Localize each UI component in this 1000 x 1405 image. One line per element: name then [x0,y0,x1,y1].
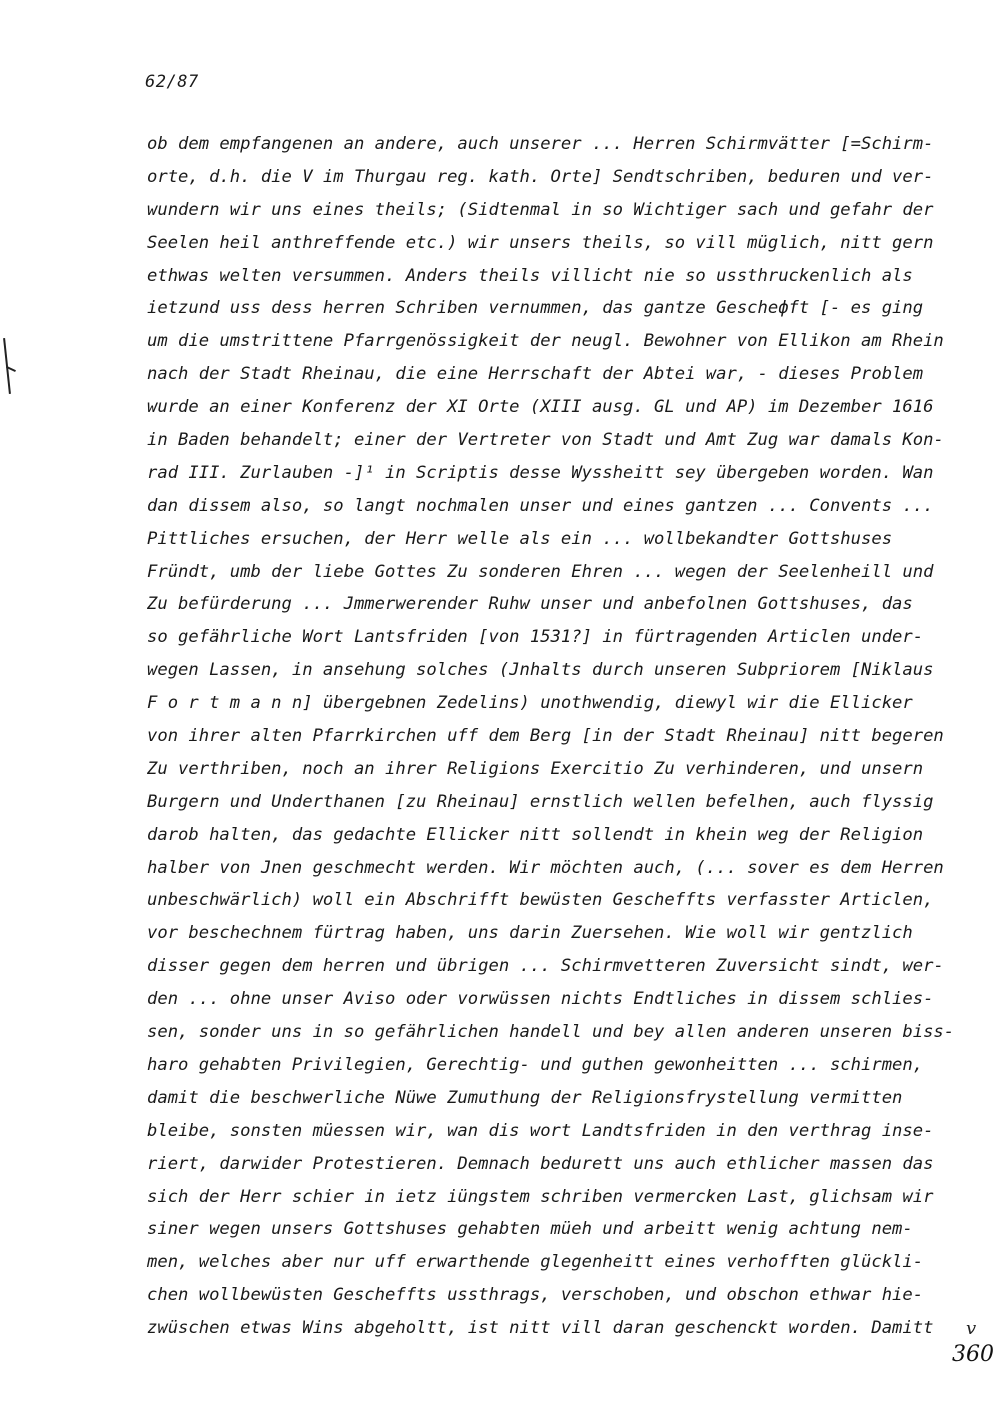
page-reference: 62/87 [145,72,199,92]
text-line: orte, d.h. die V im Thurgau reg. kath. Orte] Sendtschriben, beduren und ver- [147,166,934,187]
margin-ink-mark [2,338,16,408]
text-line: so gefährliche Wort Lantsfriden [von 1531?] in fürtragenden Articlen under- [147,627,924,648]
text-line: haro gehabten Privilegien, Gerechtig- und guthen gewonheitten ... schirmen, [147,1054,924,1075]
text-line: von ihrer alten Pfarrkirchen uff dem Berg [in der Stadt Rheinau] nitt begeren [147,726,944,747]
text-line: halber von Jnen geschmecht werden. Wir möchten auch, (... sover es dem Herren [147,857,944,878]
body-text [147,128,955,1345]
text-line: wegen Lassen, in ansehung solches (Jnhalts durch unseren Subpriorem [Niklaus [147,660,934,681]
text-line: um die umstrittene Pfarrgenössigkeit der neugl. Bewohner von Ellikon am Rhein [147,331,944,352]
text-line: Zu verthriben, noch an ihrer Religions Exercitio Zu verhinderen, und unsern [147,758,924,779]
text-line: ethwas welten versummen. Anders theils villicht nie so ussthruckenlich als [147,265,913,286]
text-line: den ... ohne unser Aviso oder vorwüssen nichts Endtliches in dissem schlies- [147,989,934,1010]
text-line: sen, sonder uns in so gefährlichen handell und bey allen anderen unseren biss- [147,1022,955,1043]
text-line: ob dem empfangenen an andere, auch unserer ... Herren Schirmvätter [=Schirm- [147,134,934,154]
text-line: Seelen heil anthreffende etc.) wir unsers theils, so vill müglich, nitt gern [147,232,934,253]
text-line: F o r t m a n n] übergebnen Zedelins) unothwendig, diewyl wir die Ellicker [147,693,913,714]
text-line: bleibe, sonsten müessen wir, wan dis wort Landtsfriden in den verthrag inse- [147,1120,934,1141]
text-line: siner wegen unsers Gottshuses gehabten müeh und arbeitt wenig achtung nem- [147,1219,913,1240]
text-line: damit die beschwerliche Nüwe Zumuthung der Religionsfrystellung vermitten [147,1087,903,1108]
folio-number: 360 [952,1342,994,1367]
text-line: darob halten, das gedachte Ellicker nitt sollendt in khein weg der Religion [147,824,924,845]
text-line: in Baden behandelt; einer der Vertreter von Stadt und Amt Zug war damals Kon- [147,430,944,451]
text-line: Zu befürderung ... Jmmerwerender Ruhw unser und anbefolnen Gottshuses, das [147,594,913,615]
text-line: vor beschechnem fürtrag haben, uns darin Zuersehen. Wie woll wir gentzlich [147,923,913,944]
text-line: nach der Stadt Rheinau, die eine Herrschaft der Abtei war, - dieses Problem [147,364,924,385]
text-line: men, welches aber nur uff erwarthende glegenheitt eines verhofften glückli- [147,1252,924,1273]
text-line: Burgern und Underthanen [zu Rheinau] ernstlich wellen befelhen, auch flyssig [147,791,934,812]
text-line: Fründt, umb der liebe Gottes Zu sonderen Ehren ... wegen der Seelenheill und [147,561,934,582]
text-line: unbeschwärlich) woll ein Abschrifft bewüsten Gescheffts verfasster Articlen, [147,890,934,911]
text-line: chen wollbewüsten Gescheffts ussthrags, verschoben, und obschon ethwar hie- [147,1285,924,1306]
text-line: ietzund uss dess herren Schriben vernummen, das gantze Gescheфft [- es ging [147,298,924,319]
text-line: wurde an einer Konferenz der XI Orte (XIII ausg. GL und AP) im Dezember 1616 [147,397,934,418]
text-line: wundern wir uns eines theils; (Sidtenmal in so Wichtiger sach und gefahr der [147,199,934,220]
text-line: dan dissem also, so langt nochmalen unser und eines gantzen ... Convents ... [147,495,934,516]
text-line: zwüschen etwas Wins abgeholtt, ist nitt vill daran geschenckt worden. Damitt [147,1318,934,1339]
text-line: Pittliches ersuchen, der Herr welle als ein ... wollbekandter Gottshuses [147,528,893,549]
text-line: sich der Herr schier in ietz iüngstem schriben vermercken Last, glichsam wir [147,1186,934,1207]
folio-check-mark: v [966,1318,977,1339]
text-line: rad III. Zurlauben -]¹ in Scriptis desse Wyssheitt sey übergeben worden. Wan [147,462,934,483]
text-line: riert, darwider Protestieren. Demnach bedurett uns auch ethlicher massen das [147,1153,934,1174]
text-line: disser gegen dem herren und übrigen ... Schirmvetteren Zuversicht sindt, wer- [147,956,944,977]
